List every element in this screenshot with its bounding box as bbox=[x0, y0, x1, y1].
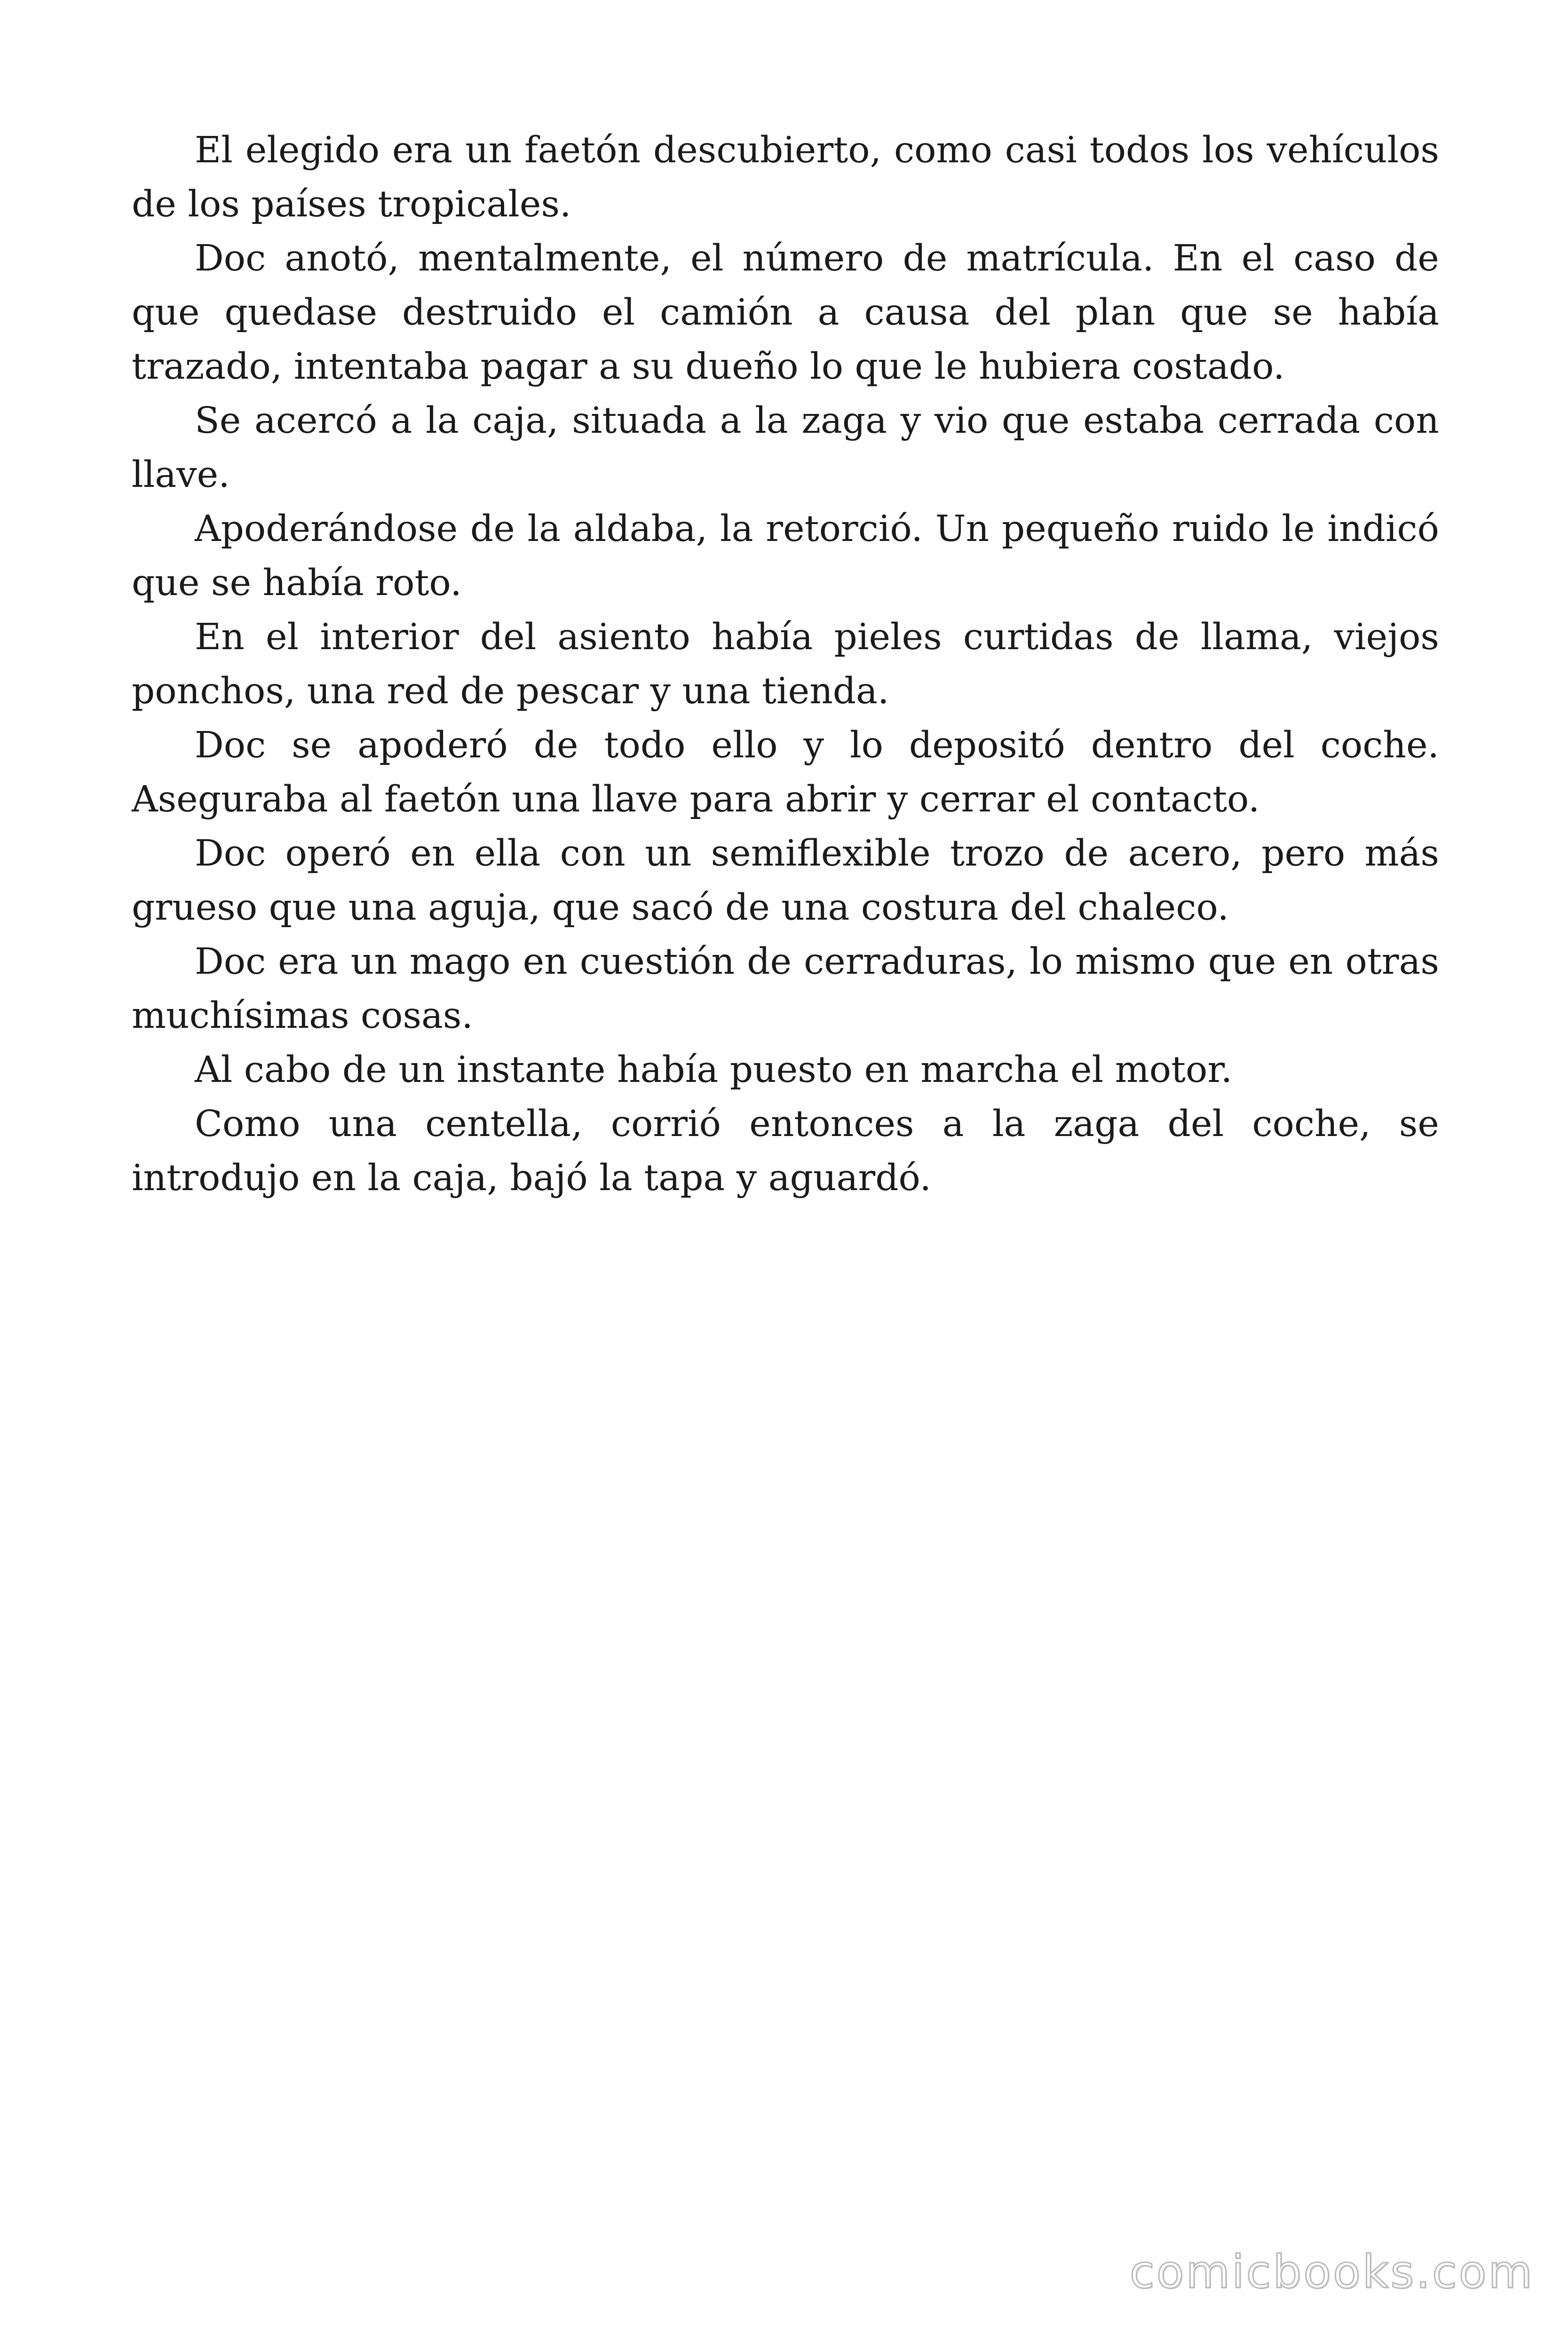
paragraph: Apoderándose de la aldaba, la retorció. Un pequeño ruido le indicó que se había roto. bbox=[132, 508, 1439, 604]
paragraph: El elegido era un faetón descubierto, como casi todos los vehículos de los países tropicales. bbox=[132, 129, 1439, 225]
paragraph: Doc operó en ella con un semiflexible trozo de acero, pero más grueso que una aguja, que sacó de una costura del chaleco. bbox=[132, 833, 1439, 929]
paragraph: En el interior del asiento había pieles curtidas de llama, viejos ponchos, una red de pescar y una tienda. bbox=[132, 616, 1439, 712]
paragraph: Doc anotó, mentalmente, el número de matrícula. En el caso de que quedase destruido el camión a causa del plan que se había trazado, intentaba pagar a su dueño lo que le hubiera costado. bbox=[132, 238, 1439, 388]
paragraph: Como una centella, corrió entonces a la zaga del coche, se introdujo en la caja, bajó la tapa y aguardó. bbox=[132, 1103, 1439, 1199]
paragraph: Se acercó a la caja, situada a la zaga y vio que estaba cerrada con llave. bbox=[132, 400, 1439, 496]
paragraph: Doc se apoderó de todo ello y lo depositó dentro del coche. Aseguraba al faetón una llave para abrir y cerrar el contacto. bbox=[132, 724, 1439, 820]
watermark: comicbooks.com bbox=[1129, 2246, 1534, 2298]
paragraph: Al cabo de un instante había puesto en marcha el motor. bbox=[195, 1049, 1233, 1091]
paragraph: Doc era un mago en cuestión de cerraduras, lo mismo que en otras muchísimas cosas. bbox=[132, 941, 1439, 1037]
page-body bbox=[132, 123, 1439, 1205]
